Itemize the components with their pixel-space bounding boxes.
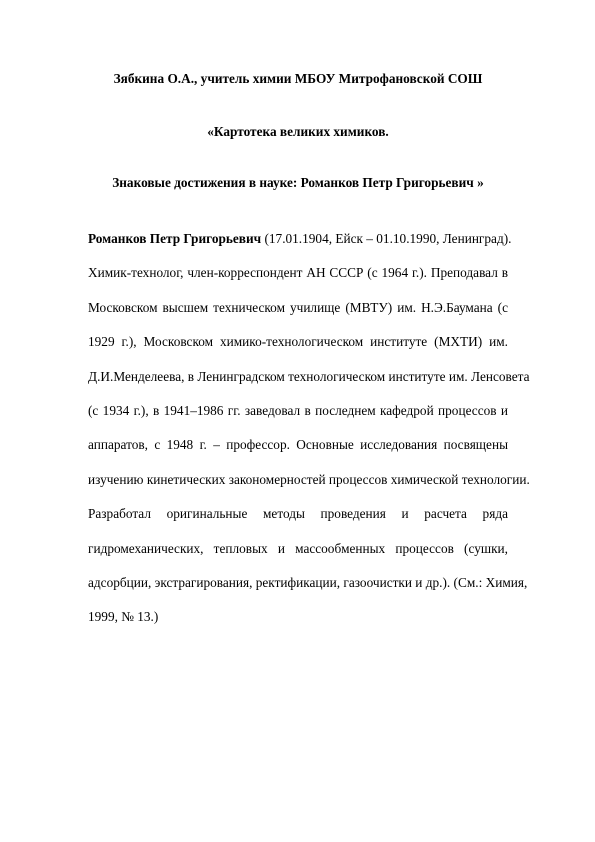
paragraph-line-7: аппаратов, с 1948 г. – профессор. Основные исследования посвящены [88,437,508,453]
paragraph-line-9: Разработал оригинальные методы проведения и расчета ряда [88,506,508,522]
biography-paragraph [88,222,530,635]
paragraph-line-1 [88,222,512,256]
paragraph-line-12: 1999, № 13.) [88,609,159,625]
author-line: Зябкина О.А., учитель химии МБОУ Митрофановской СОШ [113,71,483,86]
paragraph-line-5: Д.И.Менделеева, в Ленинградском технологическом институте им. Ленсовета [88,368,530,384]
paragraph-line-10: гидромеханических, тепловых и массообменных процессов (сушки, [88,540,508,556]
paragraph-line-11: адсорбции, экстрагирования, ректификации, газоочистки и др.). (См.: Химия, [88,574,528,590]
paragraph-line-6: (с 1934 г.), в 1941–1986 гг. заведовал в последнем кафедрой процессов и [88,402,508,418]
paragraph-line-3: Московском высшем техническом училище (МВТУ) им. Н.Э.Баумана (с [88,299,508,315]
document-title: «Картотека великих химиков. [207,124,389,139]
document-subtitle: Знаковые достижения в науке: Романков Петр Григорьевич » [112,175,484,190]
scientist-name: Романков Петр Григорьевич [88,231,262,246]
paragraph-line-8: изучению кинетических закономерностей процессов химической технологии. [88,471,530,487]
paragraph-line-4: 1929 г.), Московском химико-технологическом институте (МХТИ) им. [88,334,508,350]
life-dates: (17.01.1904, Ейск – 01.10.1990, Ленинград). [261,231,512,246]
paragraph-line-2: Химик-технолог, член-корреспондент АН СССР (с 1964 г.). Преподавал в [88,265,508,281]
